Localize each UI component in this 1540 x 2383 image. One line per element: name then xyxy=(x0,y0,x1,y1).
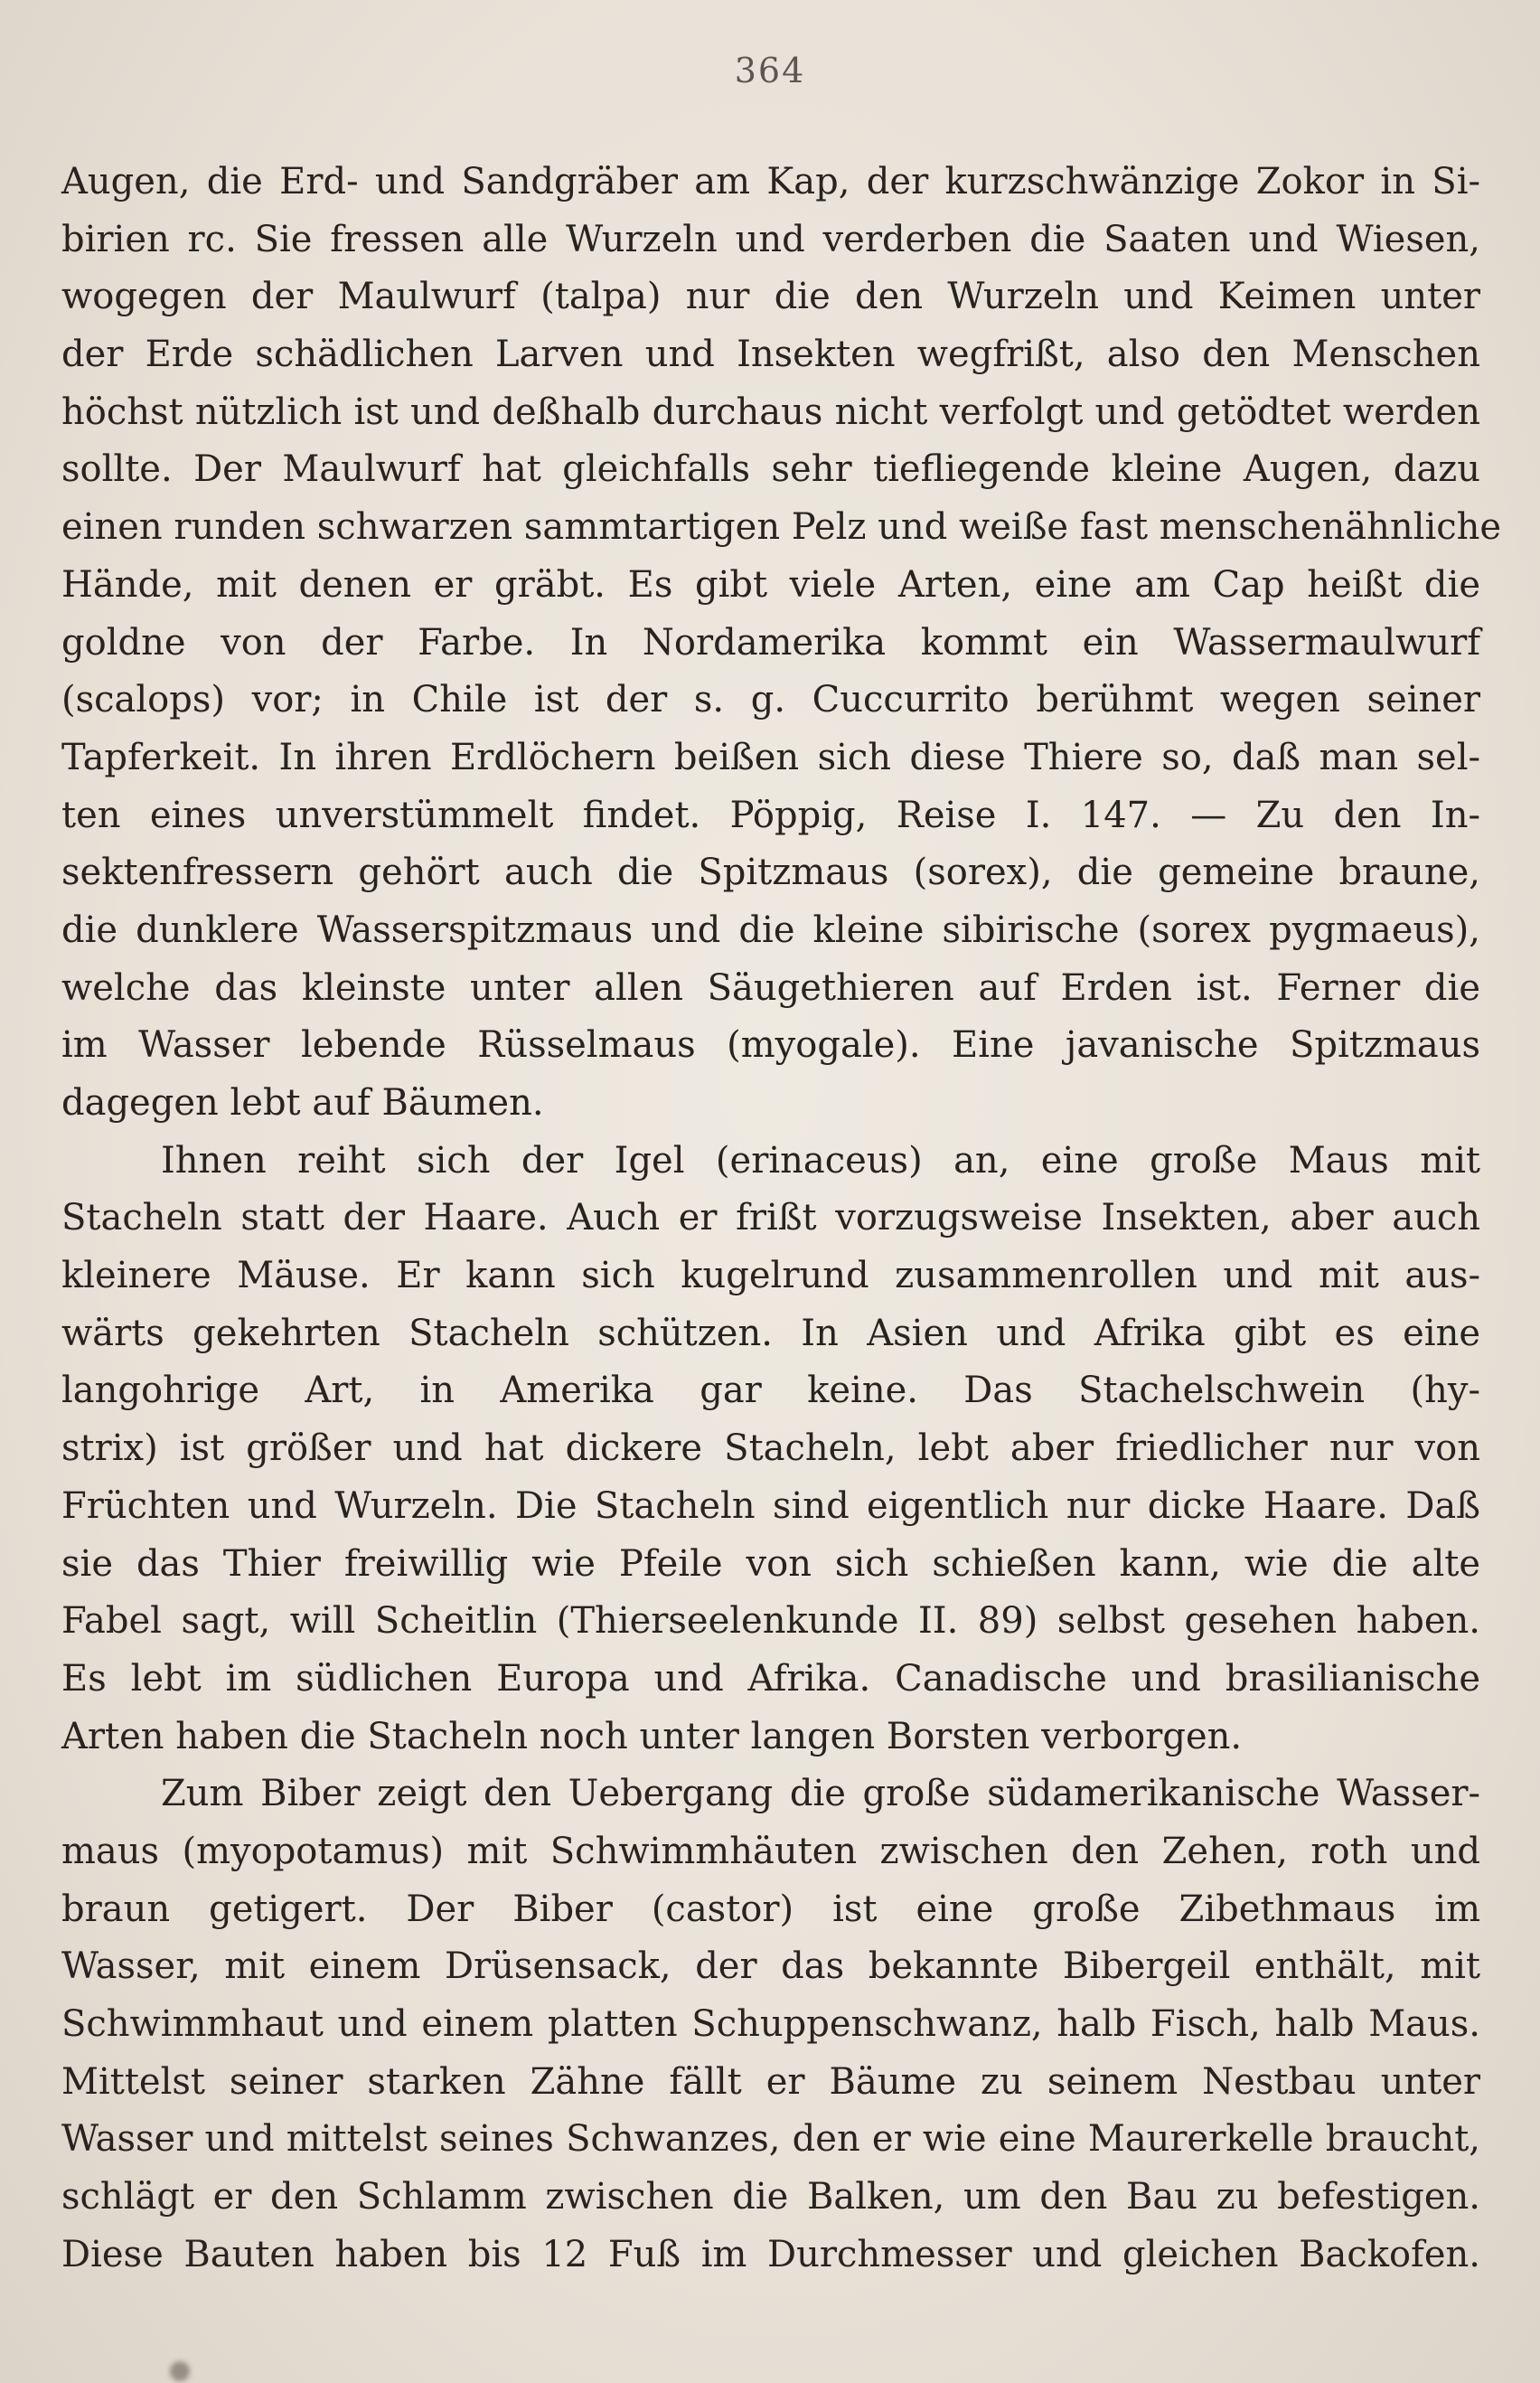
text-line: Wasser, mit einem Drüsensack, der das bekannte Bibergeil enthält, mit xyxy=(61,1945,1480,1988)
text-line: ten eines unverstümmelt findet. Pöppig, Reise I. 147. — Zu den In- xyxy=(61,794,1480,836)
text-line: sektenfressern gehört auch die Spitzmaus (sorex), die gemeine braune, xyxy=(61,852,1480,894)
text-line: schlägt er den Schlamm zwischen die Balken, um den Bau zu befestigen. xyxy=(61,2176,1480,2218)
text-line: höchst nützlich ist und deßhalb durchaus nicht verfolgt und getödtet werden xyxy=(61,391,1480,433)
body-text xyxy=(61,154,1502,2284)
text-line: goldne von der Farbe. In Nordamerika kommt ein Wassermaulwurf xyxy=(61,621,1480,664)
text-line: Tapferkeit. In ihren Erdlöchern beißen sich diese Thiere so, daß man sel- xyxy=(61,736,1480,778)
text-line: Ihnen reiht sich der Igel (erinaceus) an, eine große Maus mit xyxy=(161,1139,1480,1182)
text-line: Mittelst seiner starken Zähne fällt er Bäume zu seinem Nestbau unter xyxy=(61,2060,1480,2103)
text-line: Früchten und Wurzeln. Die Stacheln sind eigentlich nur dicke Haare. Daß xyxy=(61,1484,1480,1527)
page-number: 364 xyxy=(734,51,806,90)
text-line: sie das Thier freiwillig wie Pfeile von sich schießen kann, wie die alte xyxy=(61,1542,1480,1585)
text-line: (scalops) vor; in Chile ist der s. g. Cuccurrito berühmt wegen seiner xyxy=(61,679,1480,721)
text-line: im Wasser lebende Rüsselmaus (myogale). Eine javanische Spitzmaus xyxy=(61,1024,1480,1067)
text-line: Wasser und mittelst seines Schwanzes, den er wie eine Maurerkelle braucht, xyxy=(61,2118,1480,2161)
text-line: birien rc. Sie fressen alle Wurzeln und verderben die Saaten und Wiesen, xyxy=(61,218,1480,260)
text-line: sollte. Der Maulwurf hat gleichfalls sehr tiefliegende kleine Augen, dazu xyxy=(61,448,1480,491)
text-line: Es lebt im südlichen Europa und Afrika. Canadische und brasilianische xyxy=(61,1657,1480,1700)
text-line: Arten haben die Stacheln noch unter langen Borsten verborgen. xyxy=(61,1715,1243,1757)
text-line: der Erde schädlichen Larven und Insekten wegfrißt, also den Menschen xyxy=(61,334,1480,376)
text-line: Hände, mit denen er gräbt. Es gibt viele Arten, eine am Cap heißt die xyxy=(61,563,1480,606)
text-line: wärts gekehrten Stacheln schützen. In Asien und Afrika gibt es eine xyxy=(61,1312,1480,1354)
text-line: Augen, die Erd- und Sandgräber am Kap, der kurzschwänzige Zokor in Si- xyxy=(61,161,1480,203)
ink-smudge xyxy=(170,2361,190,2381)
text-line: Stacheln statt der Haare. Auch er frißt vorzugsweise Insekten, aber auch xyxy=(61,1197,1480,1239)
text-line: Fabel sagt, will Scheitlin (Thierseelenkunde II. 89) selbst gesehen haben. xyxy=(61,1600,1480,1643)
text-line: die dunklere Wasserspitzmaus und die kleine sibirische (sorex pygmaeus), xyxy=(61,909,1480,951)
text-line: langohrige Art, in Amerika gar keine. Das Stachelschwein (hy- xyxy=(61,1370,1480,1412)
text-line: wogegen der Maulwurf (talpa) nur die den Wurzeln und Keimen unter xyxy=(61,276,1480,318)
text-line: dagegen lebt auf Bäumen. xyxy=(61,1082,544,1124)
text-line: welche das kleinste unter allen Säugethieren auf Erden ist. Ferner die xyxy=(61,966,1480,1009)
text-line: strix) ist größer und hat dickere Stacheln, lebt aber friedlicher nur von xyxy=(61,1427,1480,1470)
text-line: kleinere Mäuse. Er kann sich kugelrund zusammenrollen und mit aus- xyxy=(61,1255,1480,1297)
text-line: braun getigert. Der Biber (castor) ist eine große Zibethmaus im xyxy=(61,1888,1480,1930)
text-line: einen runden schwarzen sammtartigen Pelz und weiße fast menschenähnliche xyxy=(61,506,1502,549)
text-line: maus (myopotamus) mit Schwimmhäuten zwischen den Zehen, roth und xyxy=(61,1830,1480,1872)
text-line: Diese Bauten haben bis 12 Fuß im Durchmesser und gleichen Backofen. xyxy=(61,2233,1480,2275)
text-line: Schwimmhaut und einem platten Schuppenschwanz, halb Fisch, halb Maus. xyxy=(61,2003,1480,2045)
text-line: Zum Biber zeigt den Uebergang die große südamerikanische Wasser- xyxy=(161,1773,1480,1815)
